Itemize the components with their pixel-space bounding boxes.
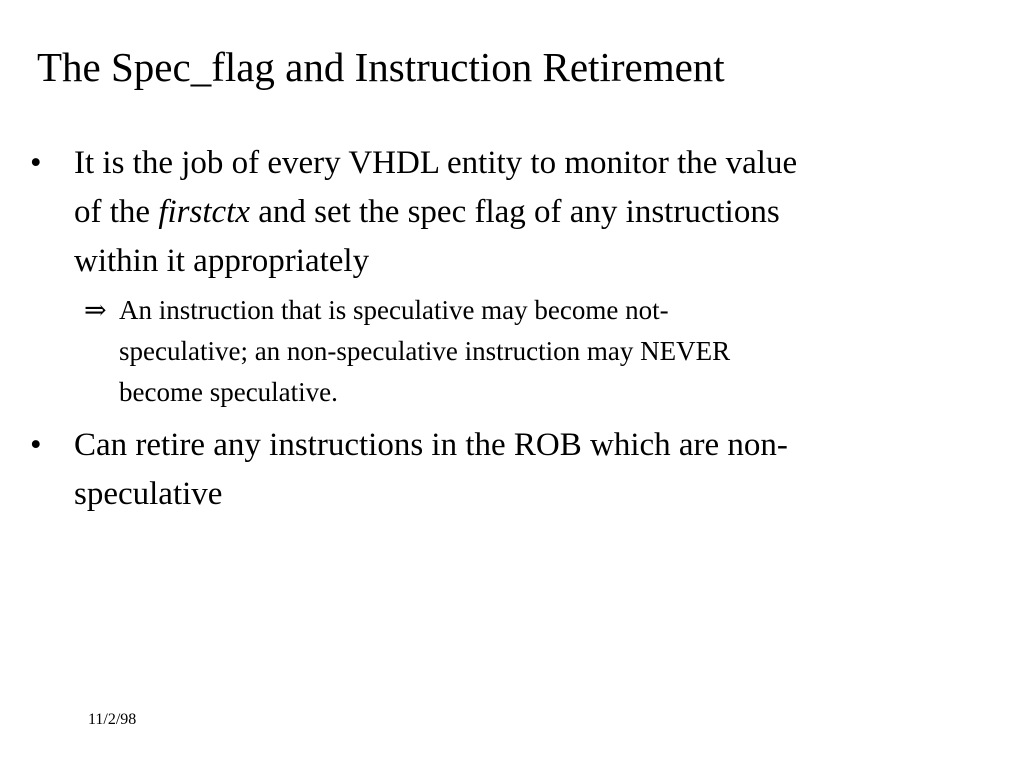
bullet-text <box>74 421 990 519</box>
slide-title: The Spec_flag and Instruction Retirement <box>37 44 725 90</box>
bullet-text <box>74 139 990 286</box>
bullet-line: It is the job of every VHDL entity to monitor the value <box>74 145 798 181</box>
bullet-icon: • <box>30 427 42 463</box>
bullet-text-segment: of the <box>74 194 159 230</box>
bullet-line: within it appropriately <box>74 243 370 279</box>
firstctx-term: firstctx <box>158 194 250 230</box>
bullet-line: speculative <box>74 476 223 512</box>
sub-bullet-line: speculative; an non-speculative instruction may NEVER <box>119 336 731 366</box>
sub-bullet-text <box>119 290 944 413</box>
bullet-icon: • <box>30 145 42 181</box>
bullet-item-monitor-firstctx <box>30 139 990 286</box>
sub-bullet-item-speculative <box>84 290 944 413</box>
bullet-item-retire-rob <box>30 421 990 519</box>
bullet-line <box>74 188 990 237</box>
bullet-text-segment: and set the spec flag of any instructions <box>249 194 780 230</box>
sub-bullet-line: become speculative. <box>119 377 338 407</box>
implies-arrow-icon: ⇒ <box>84 295 107 325</box>
sub-bullet-line: An instruction that is speculative may become not- <box>119 295 669 325</box>
footer-date: 11/2/98 <box>88 711 137 728</box>
bullet-line: Can retire any instructions in the ROB which are non- <box>74 427 788 463</box>
